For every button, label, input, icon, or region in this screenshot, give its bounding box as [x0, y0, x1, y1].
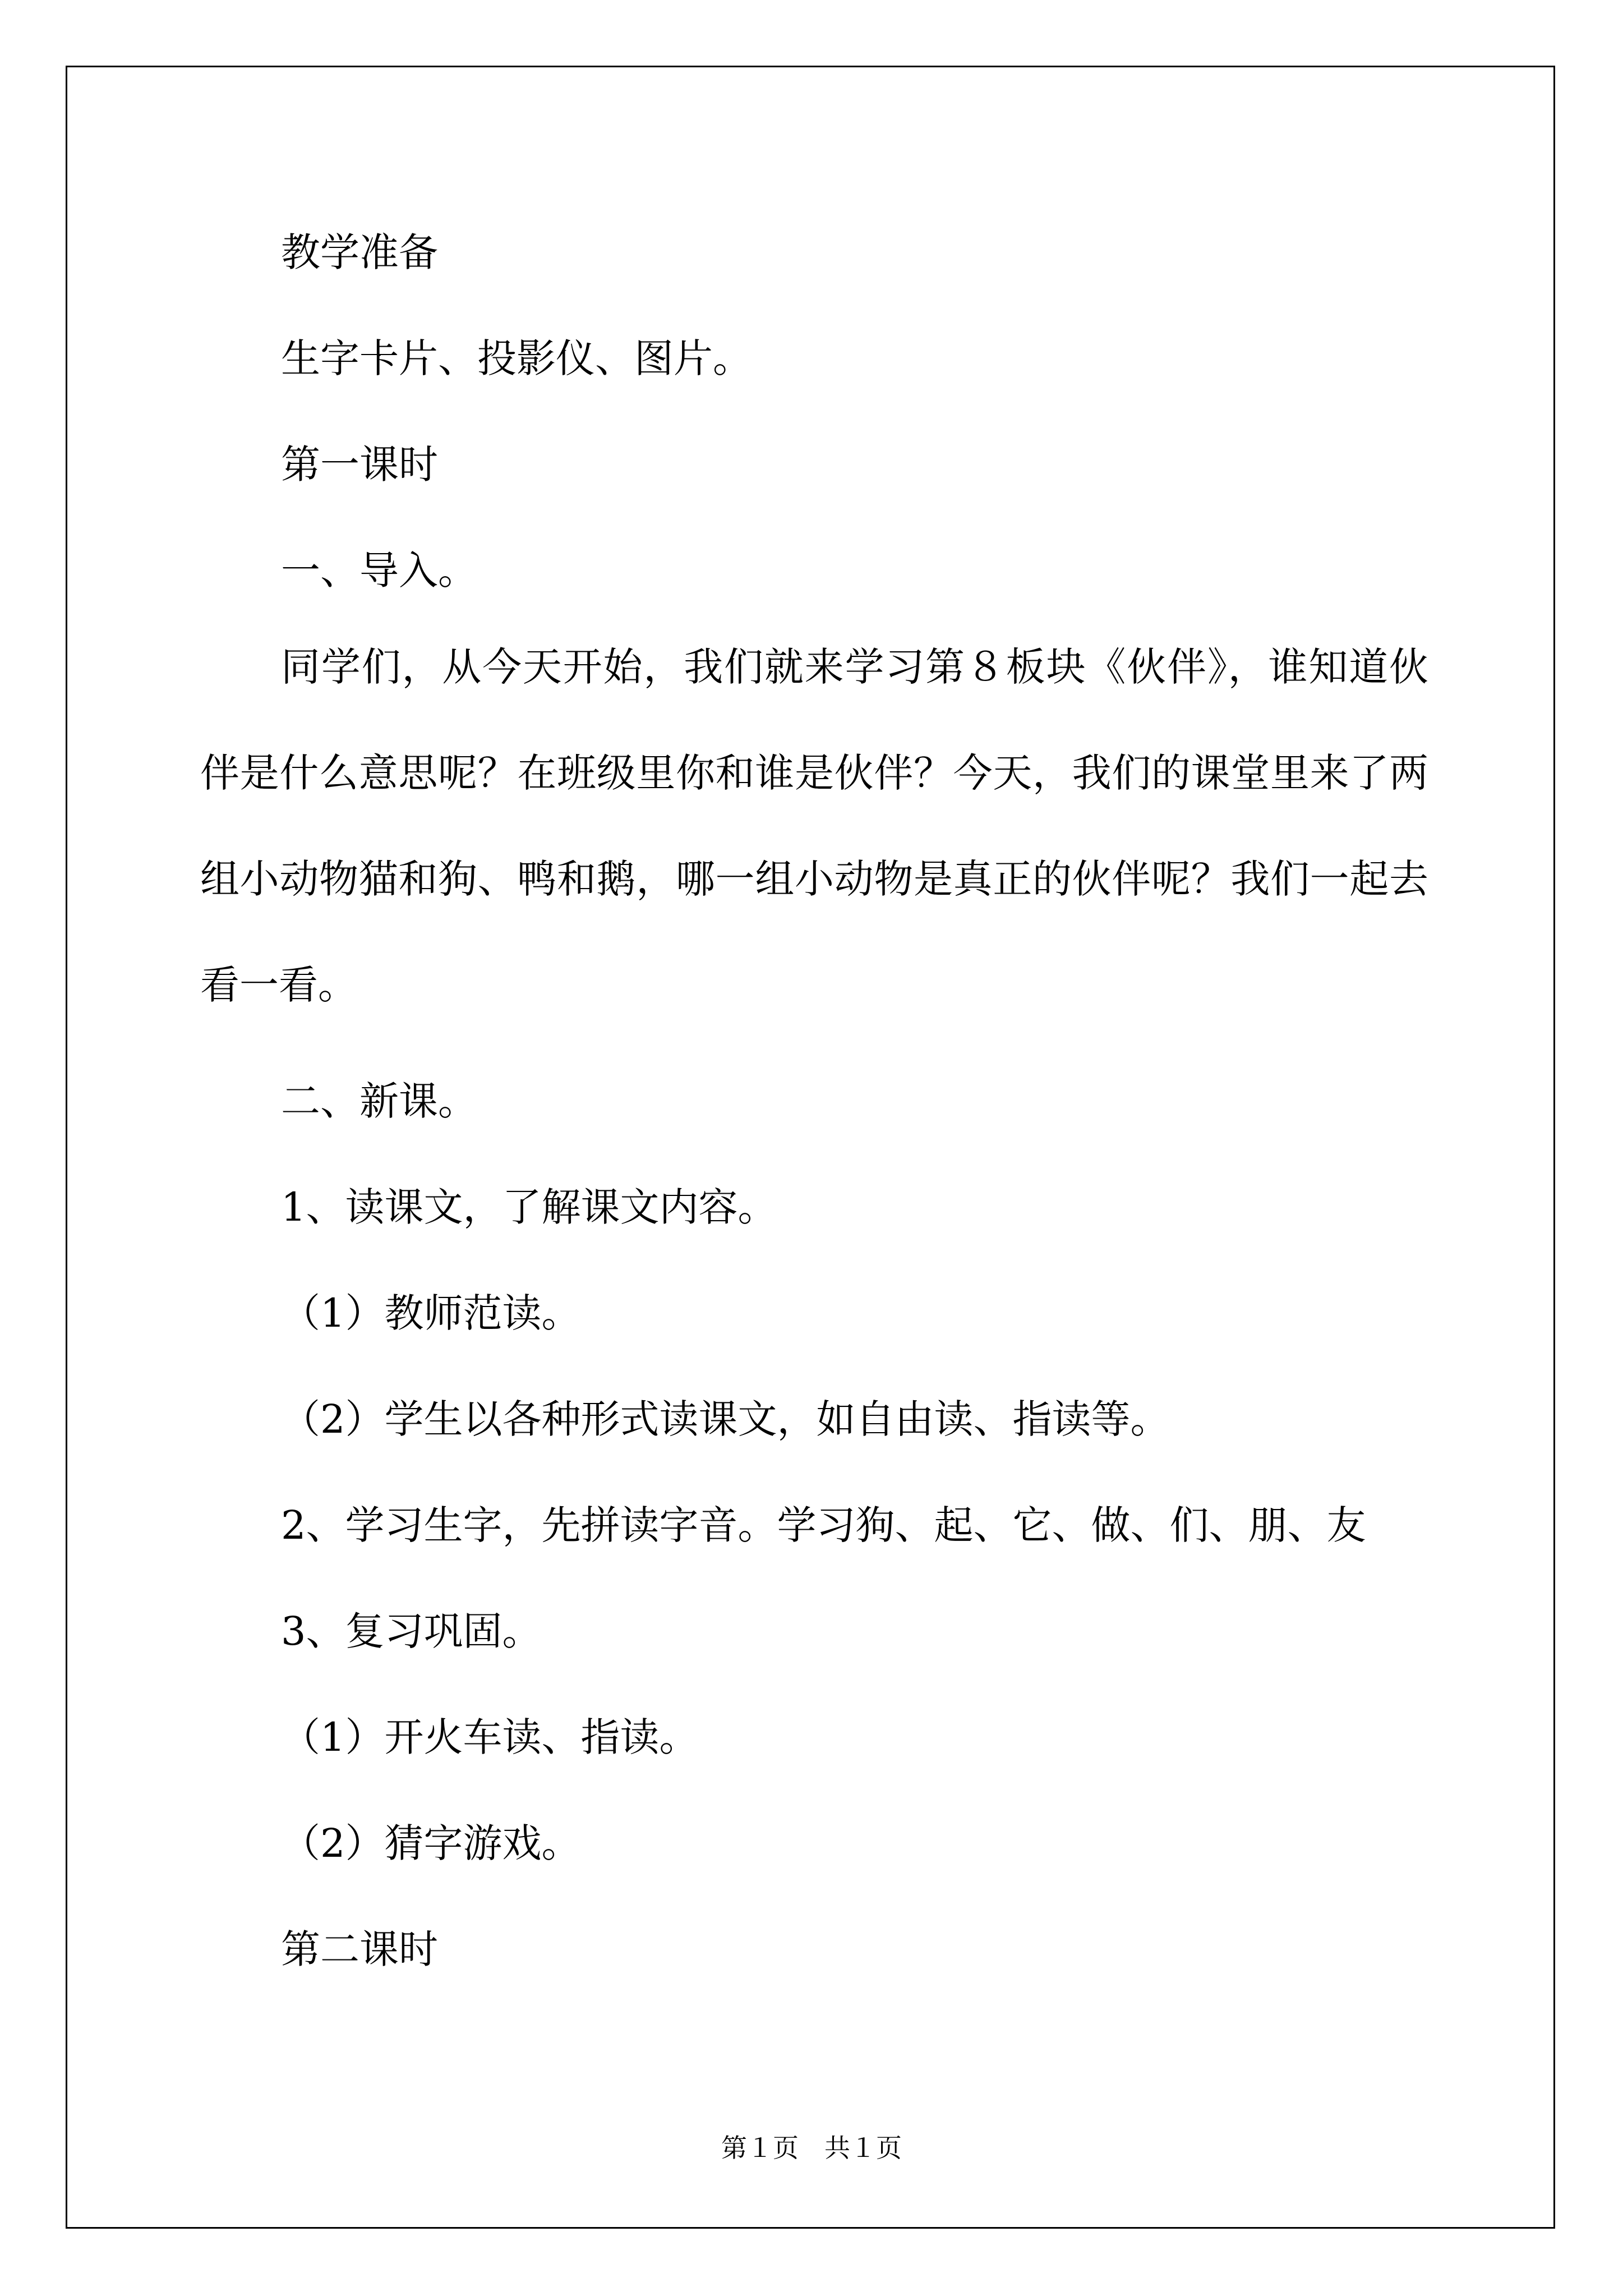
step-3-2: （2）猜字游戏。 [281, 1820, 581, 1866]
step-3-1: （1）开火车读、指读。 [281, 1714, 699, 1760]
step-3: 3、复习巩固。 [281, 1608, 542, 1654]
step-1: 1、读课文，了解课文内容。 [281, 1184, 777, 1230]
intro-paragraph: 同学们，从今天开始，我们就来学习第８板块《伙伴》，谁知道伙伴是什么意思呢？在班级里你和谁是伙伴？今天，我们的课堂里来了两组小动物猫和狗、鸭和鹅，哪一组小动物是真正的伙伴呢？我们一起去看一看。 [200, 644, 1428, 1008]
intro-heading: 一、导入。 [281, 547, 477, 593]
prep-heading: 教学准备 [281, 229, 438, 275]
page-border [66, 66, 1555, 2229]
step-1-2: （2）学生以各种形式读课文，如自由读、指读等。 [281, 1396, 1170, 1442]
step-2: 2、学习生字，先拼读字音。学习狗、起、它、做、们、朋、友 [281, 1502, 1366, 1548]
new-lesson-heading: 二、新课。 [281, 1078, 477, 1124]
step-1-1: （1）教师范读。 [281, 1290, 581, 1336]
lesson-1-heading: 第一课时 [281, 441, 438, 487]
prep-materials: 生字卡片、投影仪、图片。 [281, 335, 752, 381]
lesson-2-heading: 第二课时 [281, 1926, 438, 1972]
page-number-footer: 第１页 共１页 [721, 2133, 902, 2163]
